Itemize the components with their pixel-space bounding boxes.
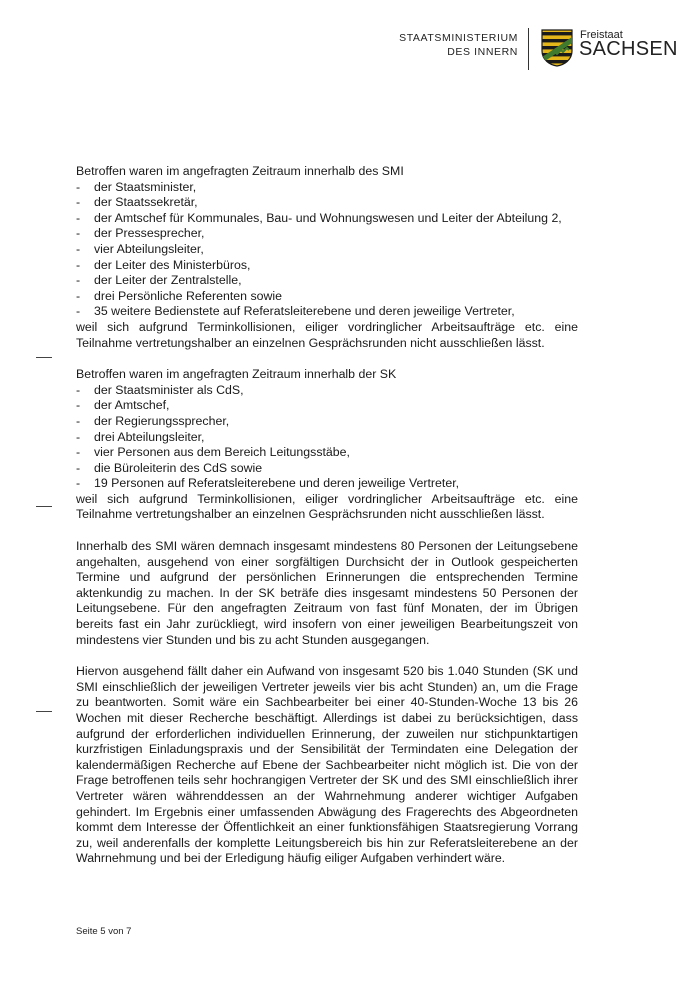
- state-label-small: Freistaat: [580, 29, 623, 41]
- list-item-text: drei Persönliche Referenten sowie: [94, 288, 283, 303]
- list-item: [76, 273, 578, 289]
- list-item: [76, 180, 578, 196]
- margin-mark: [36, 711, 52, 712]
- list-item: [76, 398, 578, 414]
- list-item: [76, 242, 578, 258]
- dash-bullet: -: [76, 257, 81, 272]
- page-number: Seite 5 von 7: [76, 926, 132, 937]
- list-item: [76, 195, 578, 211]
- list-item-text: der Staatsminister als CdS,: [94, 382, 244, 397]
- paragraph-conclusion: Hiervon ausgehend fällt daher ein Aufwand von insgesamt 520 bis 1.040 Stunden (SK und SMI einschließlich der jeweiligen Vertreter jeweils vier bis acht Stunden) an, um die Frage zu beantworten. Somit wäre ein Sachbearbeiter bei einer 40-Stunden-Woche 13 bis 26 Wochen mit dieser Recherche beschäftigt. Allerdings ist dabei zu berücksichtigen, dass aufgrund der erforderlichen individuellen Erinnerung, der zuweilen nur stichpunktartigen kurzfristigen Einladungspraxis und der Sensibilität der Termindaten eine Delegation der kalendermäßigen Recherche auf Ebene der Sachbearbeiter nicht möglich ist. Die von der Frage betroffenen teils sehr hochrangigen Vertreter der SK und des SMI einschließlich ihrer Vertreter wären währenddessen an der Wahrnehmung anderer wichtiger Aufgaben gehindert. Im Ergebnis einer umfassenden Abwägung des Fragerechts des Abgeordneten kommt dem Interesse der Öffentlichkeit an einer funktionsfähigen Staatsregierung Vorrang zu, weil anderenfalls der komplette Leitungsbereich bis hin zur Referatsleiterebene an der Wahrnehmung und bei der Erledigung häufig eiliger Aufgaben verhindert wäre.: [76, 664, 578, 866]
- list-item: [76, 304, 578, 320]
- dash-bullet: -: [76, 210, 81, 225]
- dash-bullet: -: [76, 195, 81, 210]
- dash-bullet: -: [76, 398, 81, 413]
- paragraph-workload-estimate: Innerhalb des SMI wären demnach insgesamt mindestens 80 Personen der Leitungsebene angehalten, ausgehend von einer sorgfältigen Durchsicht der in Outlook gespeicherten Termine und aufgrund der persönlichen Erinnerungen die entsprechenden Termine aktenkundig zu machen. In der SK beträfe dies insgesamt mindestens 50 Personen der Leitungsebene. Für den angefragten Zeitraum von fast fünf Monaten, der im Übrigen bereits fast ein Jahr zurückliegt, wird insofern von einer jeweiligen Bearbeitungszeit von mindestens vier Stunden und bis zu acht Stunden ausgegangen.: [76, 539, 578, 647]
- dash-bullet: -: [76, 445, 81, 460]
- list-item-text: der Regierungssprecher,: [94, 413, 230, 428]
- sk-list: [76, 383, 578, 492]
- margin-mark: [36, 357, 52, 358]
- dash-bullet: -: [76, 476, 81, 491]
- state-label-large: SACHSEN: [579, 38, 678, 60]
- ministry-name: [399, 31, 518, 59]
- saxony-coat-of-arms-icon: [541, 29, 573, 67]
- list-item-text: vier Personen aus dem Bereich Leitungsstäbe,: [94, 445, 350, 460]
- ministry-line-1: STAATSMINISTERIUM: [399, 32, 518, 44]
- smi-closing: weil sich aufgrund Terminkollisionen, eiliger vordringlicher Arbeitsaufträge etc. eine Teilnahme vertretungshalber an einzelnen Gesprächsrunden nicht ausschließen lässt.: [76, 319, 578, 350]
- dash-bullet: -: [76, 413, 81, 428]
- list-item-text: der Amtschef für Kommunales, Bau- und Wohnungswesen und Leiter der Abteilung 2,: [94, 210, 562, 225]
- document-body: [76, 164, 578, 867]
- dash-bullet: -: [76, 179, 81, 194]
- list-item: [76, 476, 578, 492]
- list-item-text: der Leiter des Ministerbüros,: [94, 257, 251, 272]
- list-item-text: 19 Personen auf Referatsleiterebene und deren jeweilige Vertreter,: [94, 476, 460, 491]
- list-item: [76, 258, 578, 274]
- dash-bullet: -: [76, 460, 81, 475]
- ministry-line-2: DES INNERN: [447, 46, 518, 58]
- smi-intro: Betroffen waren im angefragten Zeitraum innerhalb des SMI: [76, 164, 404, 178]
- list-item: [76, 211, 578, 227]
- list-item: [76, 461, 578, 477]
- sk-closing: weil sich aufgrund Terminkollisionen, eiliger vordringlicher Arbeitsaufträge etc. eine Teilnahme vertretungshalber an einzelnen Gesprächsrunden nicht ausschließen lässt.: [76, 491, 578, 522]
- list-item-text: die Büroleiterin des CdS sowie: [94, 460, 263, 475]
- list-item-text: der Staatsminister,: [94, 179, 197, 194]
- list-item: [76, 430, 578, 446]
- list-item-text: drei Abteilungsleiter,: [94, 429, 205, 444]
- dash-bullet: -: [76, 226, 81, 241]
- margin-mark: [36, 506, 52, 507]
- list-item-text: der Leiter der Zentralstelle,: [94, 273, 242, 288]
- list-item: [76, 289, 578, 305]
- dash-bullet: -: [76, 273, 81, 288]
- list-item-text: der Staatssekretär,: [94, 195, 198, 210]
- header-divider: [528, 28, 529, 70]
- dash-bullet: -: [76, 382, 81, 397]
- list-item-text: der Pressesprecher,: [94, 226, 205, 241]
- list-item: [76, 445, 578, 461]
- list-item: [76, 226, 578, 242]
- smi-list: [76, 180, 578, 320]
- dash-bullet: -: [76, 241, 81, 256]
- dash-bullet: -: [76, 288, 81, 303]
- list-item-text: 35 weitere Bedienstete auf Referatsleiterebene und deren jeweilige Vertreter,: [94, 304, 515, 319]
- dash-bullet: -: [76, 429, 81, 444]
- list-item: [76, 383, 578, 399]
- list-item-text: der Amtschef,: [94, 398, 170, 413]
- list-item-text: vier Abteilungsleiter,: [94, 241, 204, 256]
- dash-bullet: -: [76, 304, 81, 319]
- sk-intro: Betroffen waren im angefragten Zeitraum innerhalb der SK: [76, 367, 397, 382]
- list-item: [76, 414, 578, 430]
